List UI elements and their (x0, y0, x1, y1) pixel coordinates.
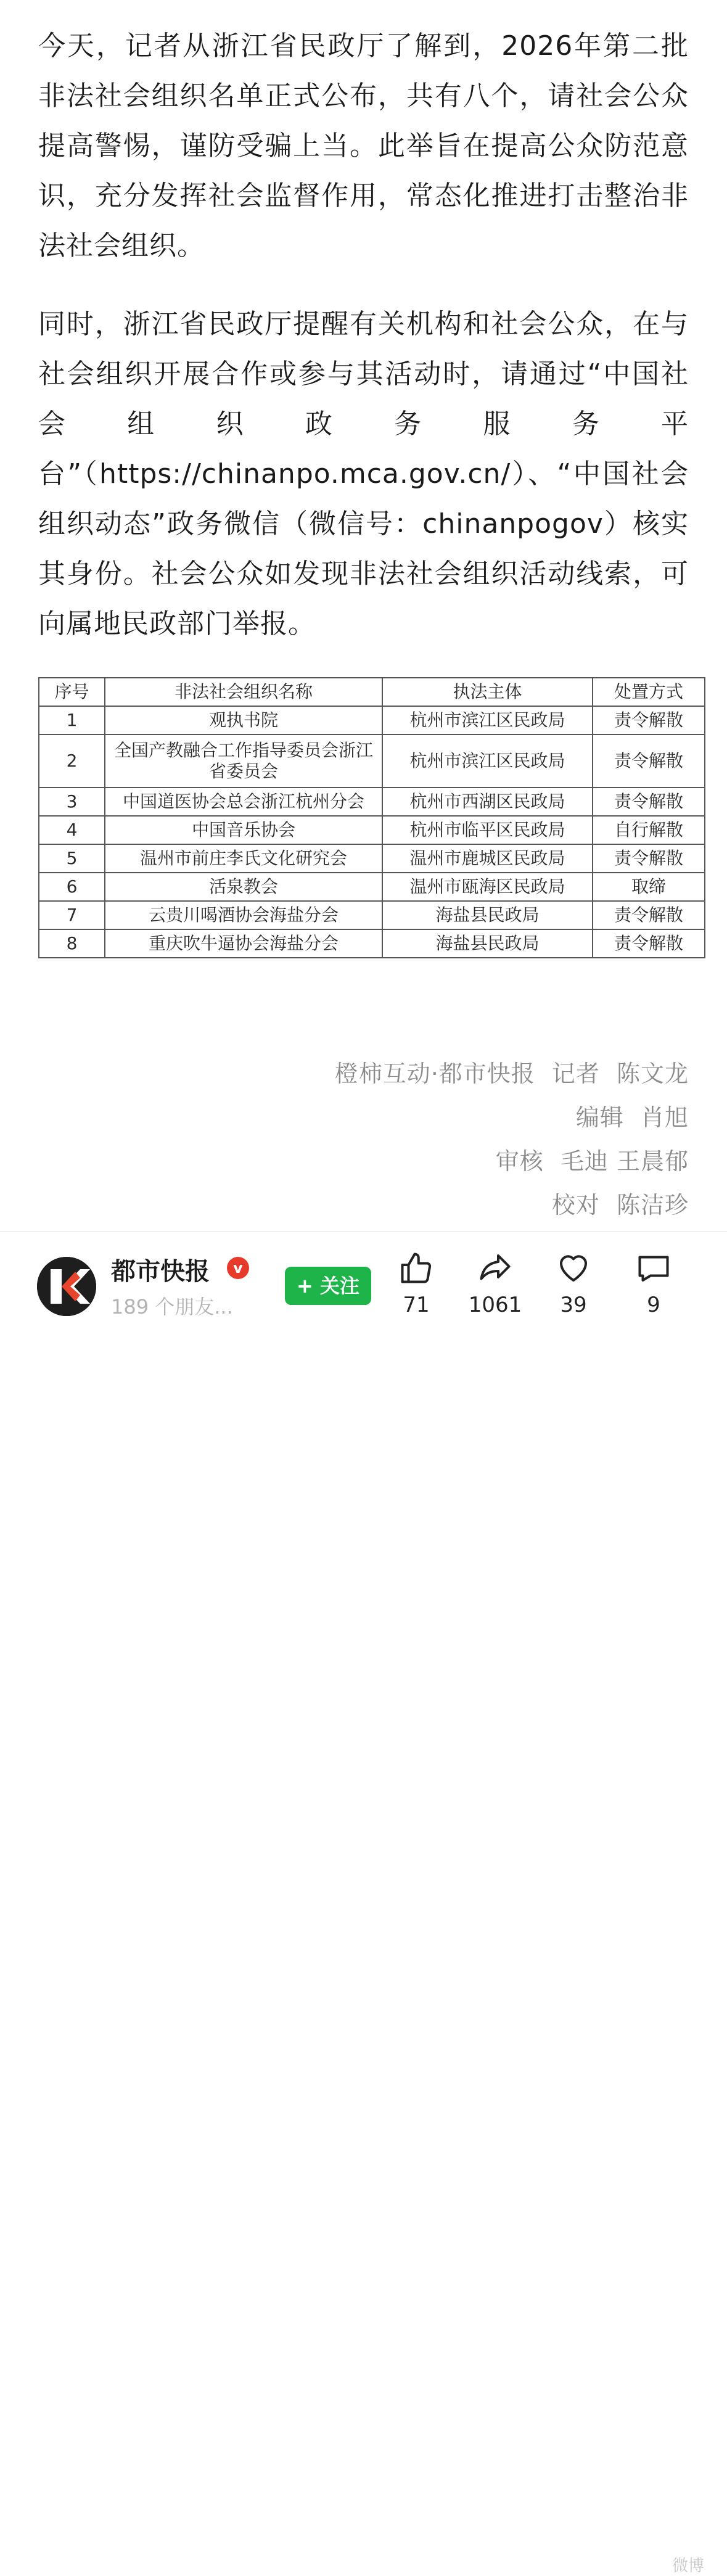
cell-index: 1 (39, 706, 105, 735)
cell-authority: 杭州市滨江区民政局 (382, 706, 593, 735)
credit-proofreader-line (335, 1183, 689, 1227)
thumbs-up-icon (398, 1249, 435, 1286)
share-arrow-icon (477, 1249, 514, 1286)
header-authority: 执法主体 (382, 678, 593, 706)
like-count: 71 (403, 1293, 430, 1317)
cell-org-name: 中国音乐协会 (105, 816, 382, 844)
credit-editor-line (335, 1096, 689, 1140)
brand-logo-icon[interactable] (37, 1257, 96, 1316)
credit-reporter-label: 记者 (551, 1060, 600, 1087)
verified-badge-icon: v (227, 1257, 249, 1279)
organization-table-image (38, 677, 689, 960)
comment-bubble-icon (635, 1249, 672, 1286)
cell-disposal: 责令解散 (593, 735, 705, 788)
article-credits (335, 1052, 689, 1227)
share-button[interactable] (452, 1249, 538, 1342)
friends-follow-text[interactable]: 189 个朋友... (111, 1295, 233, 1319)
cell-index: 3 (39, 788, 105, 816)
cell-org-name: 重庆吹牛逼协会海盐分会 (105, 929, 382, 958)
credit-proofreader-label: 校对 (551, 1191, 600, 1219)
account-name[interactable]: 都市快报 (111, 1257, 210, 1286)
comment-button[interactable] (610, 1249, 697, 1342)
table-header-row (39, 678, 705, 706)
cell-disposal: 责令解散 (593, 929, 705, 958)
cell-org-name: 温州市前庄李氏文化研究会 (105, 844, 382, 873)
follow-button[interactable]: + 关注 (285, 1267, 371, 1305)
table-row (39, 706, 705, 735)
cell-authority: 海盐县民政局 (382, 929, 593, 958)
cell-disposal: 责令解散 (593, 901, 705, 929)
header-index: 序号 (39, 678, 105, 706)
credit-source: 橙柿互动·都市快报 (334, 1060, 535, 1087)
credit-proofreader: 陈洁珍 (616, 1191, 689, 1219)
table-row (39, 844, 705, 873)
table-row (39, 788, 705, 816)
cell-disposal: 自行解散 (593, 816, 705, 844)
cell-authority: 杭州市西湖区民政局 (382, 788, 593, 816)
table-row (39, 816, 705, 844)
cell-index: 2 (39, 735, 105, 788)
table-row (39, 735, 705, 788)
cell-index: 5 (39, 844, 105, 873)
cell-disposal: 取缔 (593, 873, 705, 901)
table-row (39, 901, 705, 929)
article-paragraph-2: 同时，浙江省民政厅提醒有关机构和社会公众，在与社会组织开展合作或参与其活动时，请通过“中国社会组织政务服务平台”（https://chinanpo.mca.gov.cn/）、“中国社会组织动态”政务微信（微信号：chinanpogov）核实其身份。社会公众如发现非法社会组织活动线索，可向属地民政部门举报。 (38, 308, 689, 640)
like-button[interactable] (373, 1249, 459, 1342)
cell-index: 4 (39, 816, 105, 844)
cell-index: 7 (39, 901, 105, 929)
cell-index: 8 (39, 929, 105, 958)
cell-authority: 温州市瓯海区民政局 (382, 873, 593, 901)
table-row (39, 929, 705, 958)
cell-org-name: 中国道医协会总会浙江杭州分会 (105, 788, 382, 816)
cell-authority: 杭州市临平区民政局 (382, 816, 593, 844)
credit-reporter-line (335, 1052, 689, 1096)
cell-authority: 温州市鹿城区民政局 (382, 844, 593, 873)
credit-reviewer-label: 审核 (495, 1148, 544, 1175)
cell-disposal: 责令解散 (593, 706, 705, 735)
favorite-count: 39 (560, 1293, 587, 1317)
article-paragraph-1: 今天，记者从浙江省民政厅了解到，2026年第二批非法社会组织名单正式公布，共有八个，请社会公众提高警惕，谨防受骗上当。此举旨在提高公众防范意识，充分发挥社会监督作用，常态化推进打击整治非法社会组织。 (38, 30, 689, 261)
share-count: 1061 (468, 1293, 522, 1317)
heart-icon (555, 1249, 592, 1286)
cell-org-name: 全国产教融合工作指导委员会浙江省委员会 (105, 735, 382, 788)
credit-editor: 肖旭 (640, 1104, 689, 1131)
cell-org-name: 云贵川喝酒协会海盐分会 (105, 901, 382, 929)
illegal-organizations-table (38, 677, 705, 958)
header-disposal: 处置方式 (593, 678, 705, 706)
cell-disposal: 责令解散 (593, 844, 705, 873)
cell-index: 6 (39, 873, 105, 901)
credit-reviewer-line (335, 1140, 689, 1183)
favorite-button[interactable] (530, 1249, 617, 1342)
cell-org-name: 活泉教会 (105, 873, 382, 901)
header-org-name: 非法社会组织名称 (105, 678, 382, 706)
credit-editor-label: 编辑 (575, 1104, 624, 1131)
bottom-action-bar (0, 1232, 727, 2575)
cell-disposal: 责令解散 (593, 788, 705, 816)
credit-reporter: 陈文龙 (616, 1060, 689, 1087)
cell-authority: 海盐县民政局 (382, 901, 593, 929)
watermark: 微博 (672, 2557, 705, 2575)
cell-authority: 杭州市滨江区民政局 (382, 735, 593, 788)
credit-reviewers: 毛迪 王晨郁 (560, 1148, 689, 1175)
comment-count: 9 (647, 1293, 660, 1317)
table-row (39, 873, 705, 901)
cell-org-name: 观执书院 (105, 706, 382, 735)
